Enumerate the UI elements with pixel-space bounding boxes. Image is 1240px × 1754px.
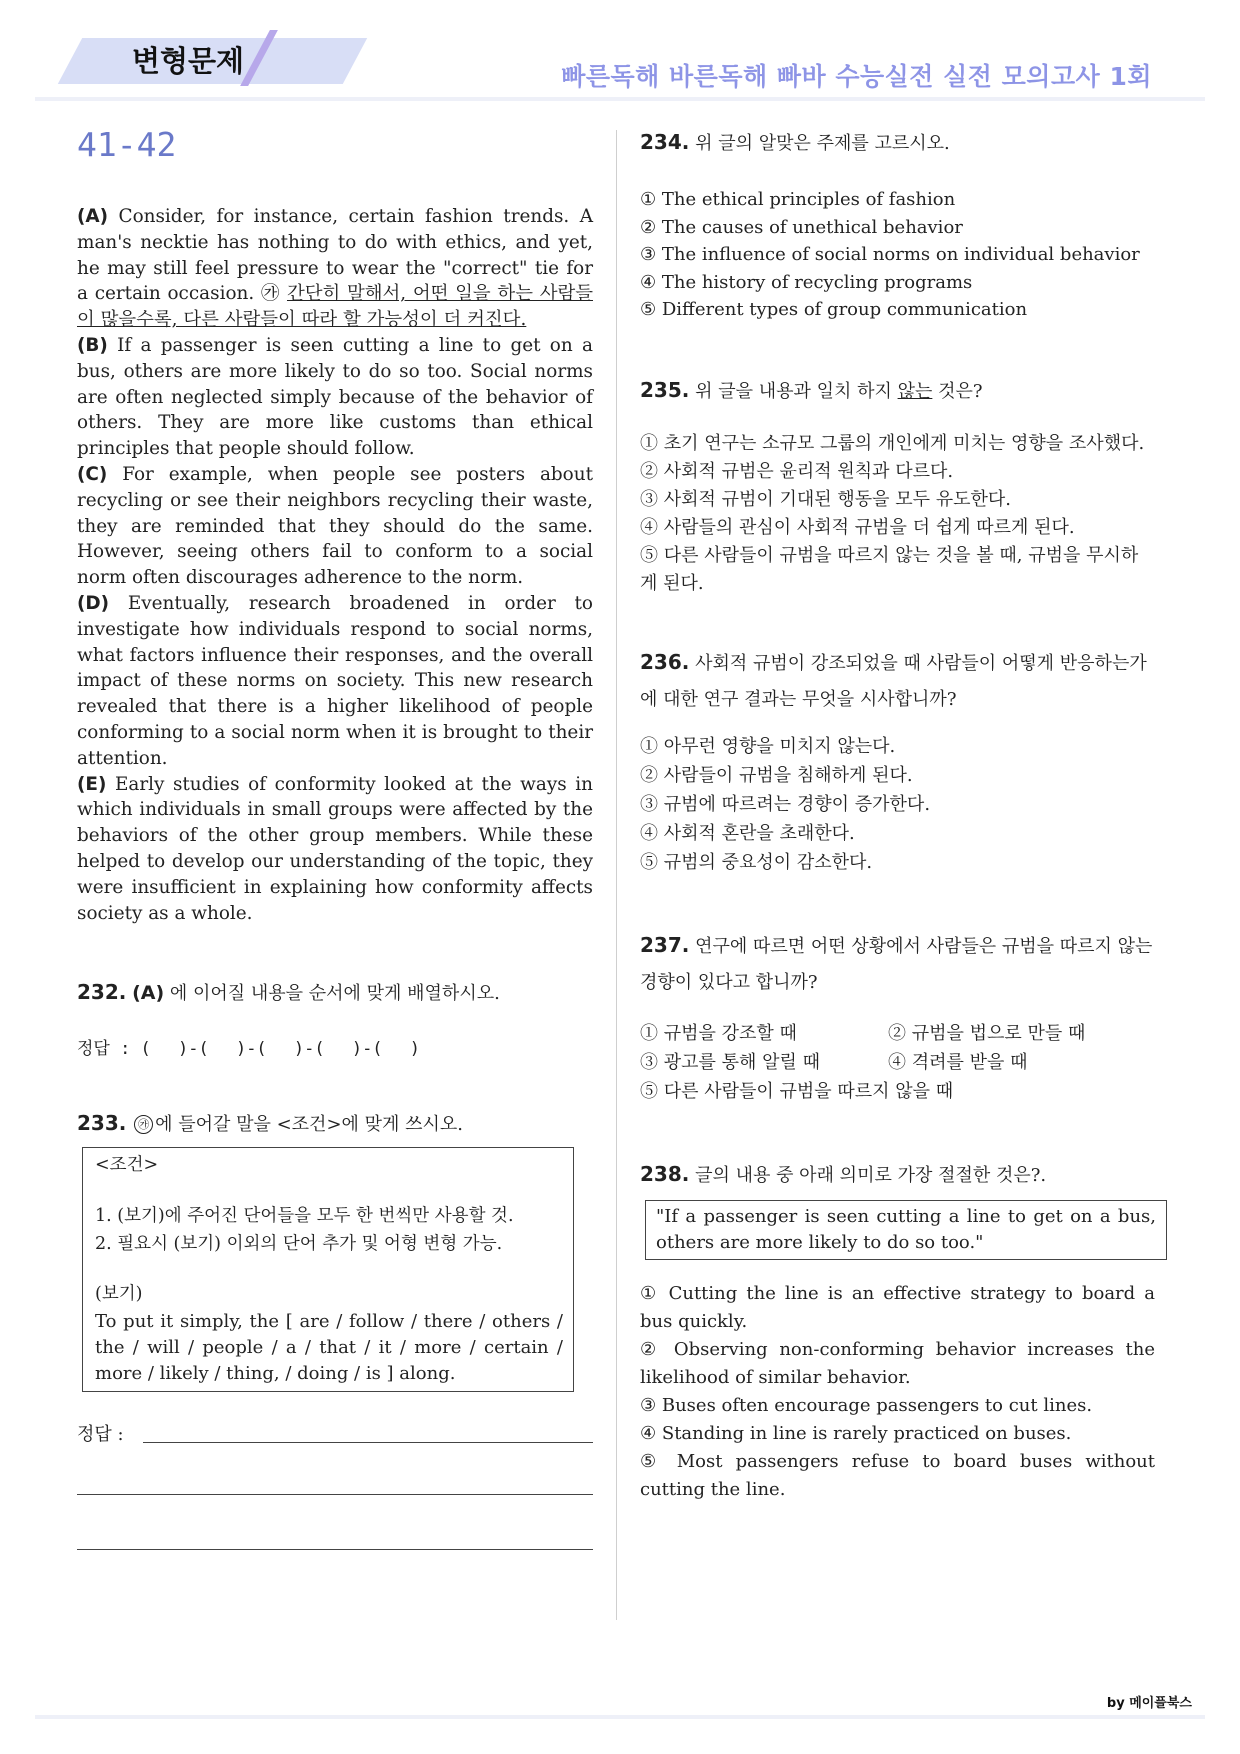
paragraph-b [77,333,593,462]
header-title: 빠른독해 바른독해 빠바 수능실전 실전 모의고사 1회 [561,62,1152,91]
paragraph-a [77,204,593,333]
conditions-box [82,1147,574,1391]
question-233 [77,1109,593,1139]
option-3[interactable]: ③ 광고를 통해 알릴 때 [640,1051,820,1073]
option-4[interactable]: ④ Standing in line is rarely practiced on buses. [640,1422,1072,1444]
option-3[interactable]: ③ 규범에 따르려는 경향이 증가한다. [640,793,931,815]
paragraph-e [77,772,593,927]
question-236 [640,644,1155,718]
options-234 [640,186,1155,324]
answer-area [77,1420,593,1446]
question-234 [640,128,1155,158]
reading-passage [77,204,593,926]
options-237 [640,1019,1155,1106]
option-4[interactable]: ④ The history of recycling programs [640,271,973,293]
option-2[interactable]: ② Observing non-conforming behavior increases the likelihood of similar behavior. [640,1338,1155,1388]
question-number: 238. [640,1161,690,1186]
right-column [640,128,1155,1504]
blank-mark: ㉮ [134,1115,153,1134]
left-column [77,125,593,1550]
option-row-2 [640,1048,1155,1077]
badge-label: 변형문제 [132,44,245,78]
paragraph-label: (C) [77,463,108,485]
option-5[interactable]: ⑤ Most passengers refuse to board buses without cutting the line. [640,1450,1155,1500]
question-prompt: 글의 내용 중 아래 의미로 가장 절절한 것은?. [689,1164,1047,1186]
word-pool-title: (보기) [95,1284,143,1305]
question-number: 236. [640,649,690,674]
question-prompt: 위 글의 알맞은 주제를 고르시오. [689,133,950,154]
question-prompt: 연구에 따르면 어떤 상황에서 사람들은 규범을 따르지 않는 경향이 있다고 합니까? [640,935,1153,993]
answer-order[interactable]: 정답 : ( )-( )-( )-( )-( ) [77,1039,421,1060]
paragraph-label: (B) [77,334,108,356]
question-prompt: 에 들어갈 말을 <조건>에 맞게 쓰시오. [155,1114,464,1136]
section-title: 41-42 [77,125,177,164]
underlined-korean-sentence: 간단히 말해서, 어떤 일을 하는 사람들이 많을수록, 다른 사람들이 따라 할 가능성이 더 커진다. [77,283,593,331]
options-238 [640,1280,1155,1504]
word-pool: To put it simply, the [ are / follow / there / others / the / will / people / a / that / it / more / certain / more / likely / thing, / doing / is ] along. [95,1310,563,1384]
paragraph-label: (E) [77,773,107,795]
option-4[interactable]: ④ 격려를 받을 때 [888,1051,1028,1073]
answer-line-1[interactable] [143,1442,593,1443]
answer-label: 정답 : [77,1423,124,1445]
option-1[interactable]: ① 아무런 영향을 미치지 않는다. [640,735,896,757]
paragraph-label: (A) [77,206,109,227]
option-row-1 [640,1019,1155,1048]
option-1[interactable]: ① 초기 연구는 소규모 그룹의 개인에게 미치는 영향을 조사했다. [640,432,1145,454]
quote-box: "If a passenger is seen cutting a line to get on a bus, others are more likely to do so too." [645,1200,1167,1260]
question-number: 233. [77,1111,127,1136]
option-3[interactable]: ③ Buses often encourage passengers to cut lines. [640,1394,1093,1416]
answer-line-2[interactable] [77,1494,593,1495]
paragraph-label: (D) [77,592,110,614]
condition-1: 1. (보기)에 주어진 단어들을 모두 한 번씩만 사용할 것. [95,1205,514,1226]
footer-brand: by 메이플북스 [1106,1696,1192,1711]
option-2[interactable]: ② The causes of unethical behavior [640,216,963,238]
option-5[interactable]: ⑤ 다른 사람들이 규범을 따르지 않을 때 [640,1080,954,1102]
option-3[interactable]: ③ The influence of social norms on individual behavior [640,244,1140,266]
paragraph-c [77,462,593,591]
paragraph-text: Early studies of conformity looked at the ways in which individuals in small groups were affected by the behaviors of the other group members. While these helped to develop our understanding of the topic, they were insufficient in explaining how conformity affects society as a whole. [77,773,593,924]
question-number: 235. [640,377,690,402]
question-prompt: 에 이어질 내용을 순서에 맞게 배열하시오. [164,983,500,1005]
option-1[interactable]: ① 규범을 강조할 때 [640,1022,797,1044]
question-prompt: 위 글을 내용과 일치 하지 [689,380,898,402]
option-5[interactable]: ⑤ 다른 사람들이 규범을 따르지 않는 것을 볼 때, 규범을 무시하게 된다. [640,544,1139,594]
option-5[interactable]: ⑤ 규범의 중요성이 감소한다. [640,851,873,873]
paragraph-d [77,591,593,772]
paragraph-text: For example, when people see posters about recycling or see their neighbors recycling their waste, they are reminded that they should do the same. However, seeing others fail to conform to a social norm often discourages adherence to the norm. [77,463,593,589]
paragraph-text: If a passenger is seen cutting a line to get on a bus, others are more likely to do so too. Social norms are often neglected simply because of the behavior of others. They are more like customs than ethical principles that people should follow. [77,334,593,460]
question-237 [640,927,1155,1001]
conditions-title: <조건> [95,1155,159,1176]
question-238 [640,1160,1155,1190]
options-235 [640,430,1155,598]
header-divider [35,97,1205,101]
condition-2: 2. 필요시 (보기) 이외의 단어 추가 및 어형 변형 가능. [95,1233,503,1254]
answer-line-3[interactable] [77,1549,593,1550]
option-1[interactable]: ① Cutting the line is an effective strategy to board a bus quickly. [640,1282,1155,1332]
question-number: 237. [640,932,690,957]
option-4[interactable]: ④ 사람들의 관심이 사회적 규범을 더 쉽게 따르게 된다. [640,516,1075,538]
option-3[interactable]: ③ 사회적 규범이 기대된 행동을 모두 유도한다. [640,488,1012,510]
page-header [0,0,1240,100]
question-235 [640,376,1155,406]
footer-divider [35,1715,1205,1719]
question-number: 232. [77,980,127,1005]
paragraph-text: Eventually, research broadened in order to investigate how individuals respond to social norms, what factors influence their responses, and the overall impact of these norms on society. This new research revealed that there is a higher likelihood of people conforming to a social norm when it is brought to their attention. [77,592,593,769]
option-4[interactable]: ④ 사회적 혼란을 초래한다. [640,822,855,844]
question-prompt-emphasis: 않는 [897,380,933,402]
question-prompt-end: 것은? [932,380,983,402]
option-5[interactable]: ⑤ Different types of group communication [640,299,1028,321]
options-236 [640,732,1155,877]
option-2[interactable]: ② 규범을 법으로 만들 때 [888,1022,1086,1044]
paragraph-ref: (A) [132,982,165,1005]
column-divider [616,130,617,1620]
option-2[interactable]: ② 사회적 규범은 윤리적 원칙과 다르다. [640,460,954,482]
option-2[interactable]: ② 사람들이 규범을 침해하게 된다. [640,764,913,786]
question-prompt: 사회적 규범이 강조되었을 때 사람들이 어떻게 반응하는가에 대한 연구 결과는 무엇을 시사합니까? [640,652,1147,710]
blank-mark: ㉮ [260,283,281,305]
question-232 [77,978,593,1008]
option-1[interactable]: ① The ethical principles of fashion [640,189,956,210]
question-number: 234. [640,130,690,154]
paragraph-text: Consider, for instance, certain fashion trends. A man's necktie has nothing to do with ethics, and yet, he may still feel pressure to wear the "correct" tie for a certain occasion. [77,206,593,305]
